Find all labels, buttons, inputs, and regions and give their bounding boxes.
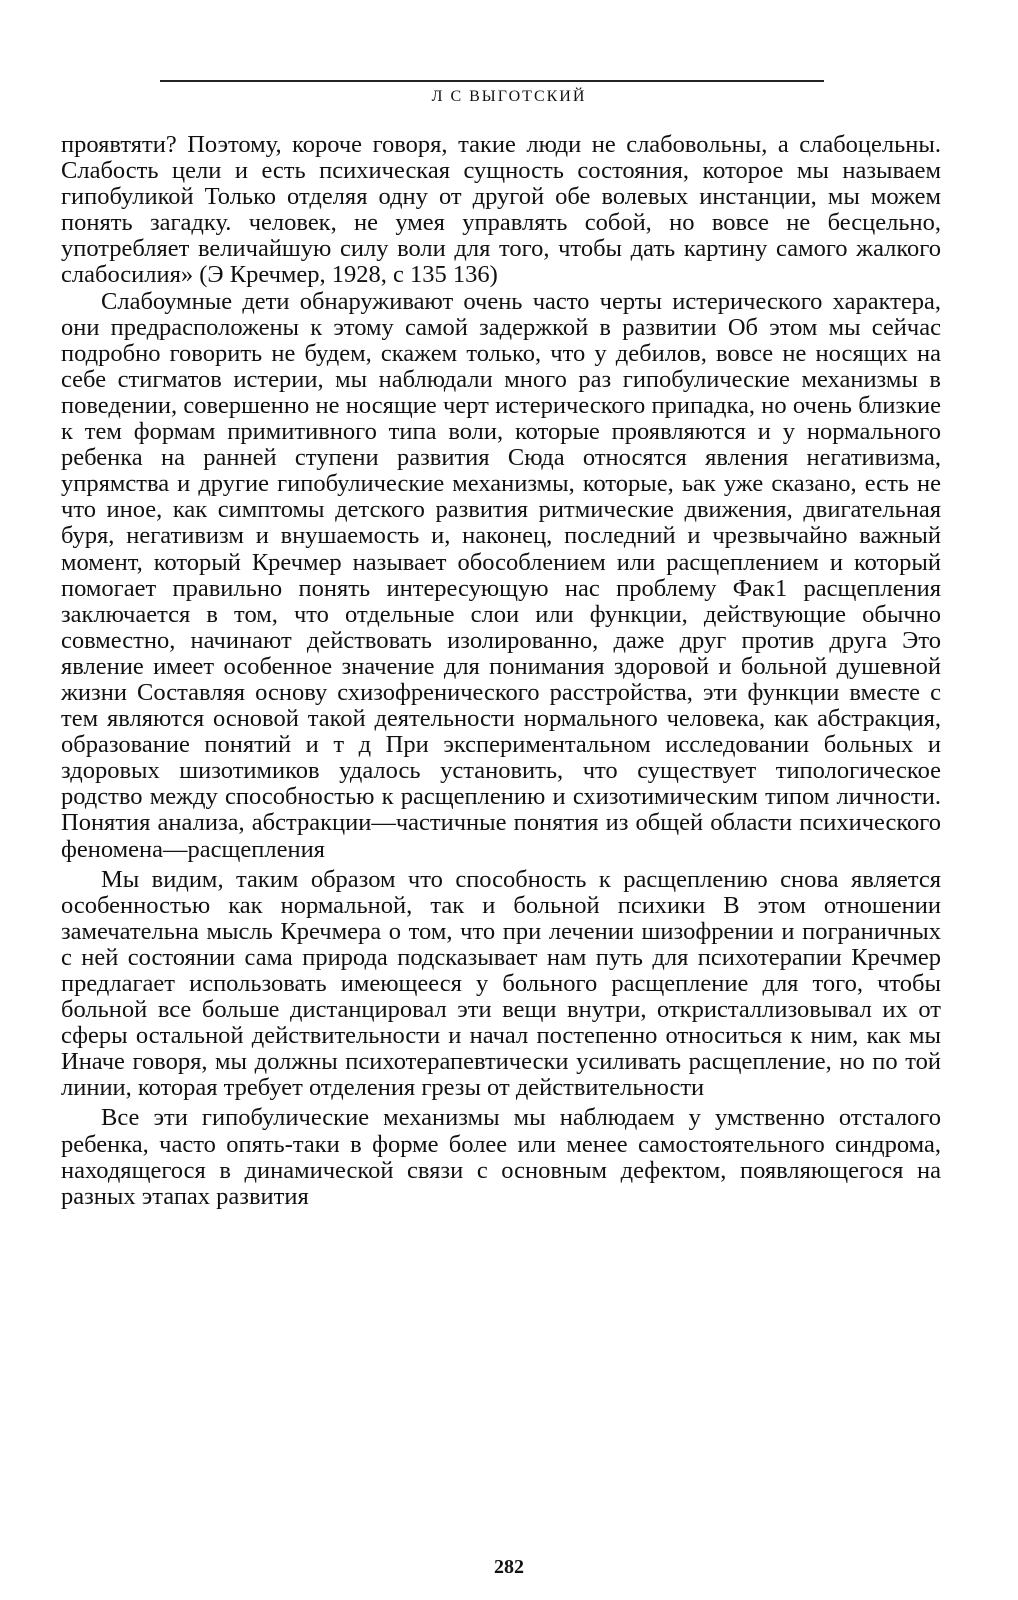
running-header: Л С ВЫГОТСКИЙ xyxy=(431,88,587,105)
page-number: 282 xyxy=(494,1556,524,1578)
paragraph: Все эти гипобулические механизмы мы наблюдаем у умственно отсталого ребенка, часто опять-таки в форме более или менее самостоятельного синдрома, находящегося в динамической связи с основным дефектом, появляющегося на разных этапах развития xyxy=(61,1104,941,1210)
paragraph-continuation: проявтяти? Поэтому, короче говоря, такие люди не слабовольны, а слабоцельны. Слабость цели и есть психическая сущность состояния, которое мы называем гипобуликой Только отделяя одну от другой обе волевых инстанции, мы можем понять загадку. человек, не умея управлять собой, но вовсе не бесцельно, употребляет величайшую силу воли для того, чтобы дать картину самого жалкого слабосилия» (Э Кречмер, 1928, с 135 136) xyxy=(61,131,941,289)
body-text xyxy=(61,132,941,1210)
paragraph: Мы видим, таким образом что способность к расщеплению снова является особенностью как нормальной, так и больной психики В этом отношении замечательна мысль Кречмера о том, что при лечении шизофрении и пограничных с ней состоянии сама природа подсказывает нам путь для психотерапии Кречмер предлагает использовать имеющееся у больного расщепление для того, чтобы больной все больше дистанцировал эти вещи внутри, откристаллизовывал их от сферы остальной действительности и начал постепенно относиться к ним, как мы Иначе говоря, мы должны психотерапевтически усиливать расщепление, но по той линии, которая требует отделения грезы от действительности xyxy=(61,865,941,1102)
paragraph: Слабоумные дети обнаруживают очень часто черты истерического характера, они предрасположены к этому самой задержкой в развитии Об этом мы сейчас подробно говорить не будем, скажем только, что у дебилов, вовсе не носящих на себе стигматов истерии, мы наблюдали много раз гипобулические механизмы в поведении, совершенно не носящие черт истерического припадка, но очень близкие к тем формам примитивного типа воли, которые проявляются и у нормального ребенка на ранней ступени развития Сюда относятся явления негативизма, упрямства и другие гипобулические механизмы, которые, ьак уже сказано, есть не что иное, как симптомы детского развития ритмические движения, двигательная буря, негативизм и внушаемость и, наконец, последний и чрезвычайно важный момент, который Кречмер называет обособлением или расщеплением и который помогает правильно понять интересующую нас проблему Фак1 расщепления заключается в том, что отдельные слои или функции, действующие обычно совместно, начинают действовать изолированно, даже друг против друга Это явление имеет особенное значение для понимания здоровой и больной душевной жизни Составляя основу схизофренического расстройства, эти функции вместе с тем являются основой такой деятельности нормального человека, как абстракция, образование понятий и т д При экспериментальном исследовании больных и здоровых шизотимиков удалось установить, что существует типологическое родство между способностью к расщеплению и схизотимическим типом личности. Понятия анализа, абстракции—частичные понятия из общей области психического феномена—расщепления xyxy=(61,287,941,863)
header-rule xyxy=(160,80,824,82)
